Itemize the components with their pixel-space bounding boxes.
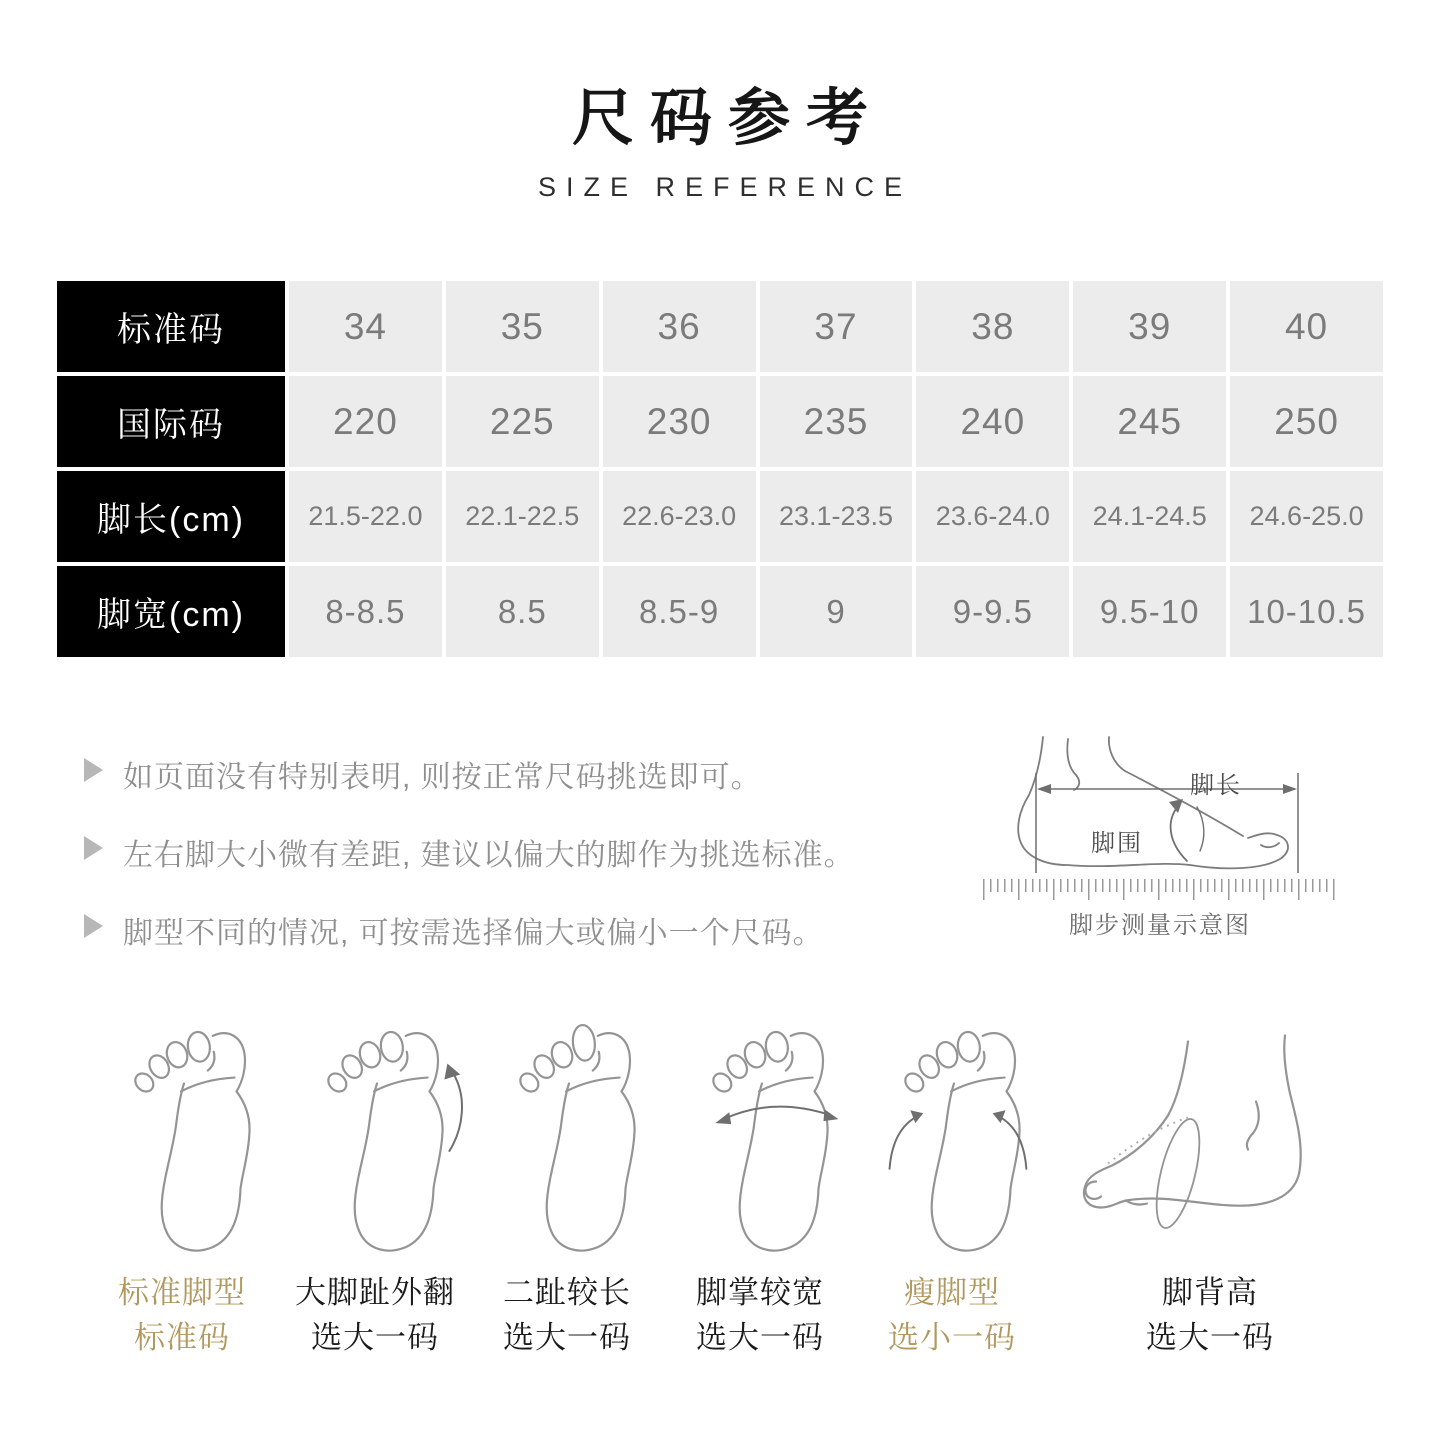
size-table-cell: 8.5	[446, 566, 599, 657]
size-table-cell: 36	[603, 281, 756, 372]
foot-side-high-instep-icon	[1060, 1022, 1360, 1260]
foot-type-name: 脚背高	[1162, 1275, 1258, 1310]
size-table-cell: 230	[603, 376, 756, 467]
size-table-cell: 24.1-24.5	[1073, 471, 1226, 562]
foot-type-advice: 选小一码	[888, 1320, 1016, 1355]
foot-measure-diagram	[975, 733, 1345, 943]
foot-sole-standard-icon	[95, 1022, 270, 1260]
size-table-row-header: 脚宽(cm)	[57, 566, 285, 657]
foot-type-item-standard	[92, 1022, 272, 1360]
foot-type-name: 脚掌较宽	[696, 1275, 824, 1310]
size-table-cell: 22.1-22.5	[446, 471, 599, 562]
foot-girth-label: 脚围	[1091, 830, 1143, 857]
size-table-row-header: 国际码	[57, 376, 285, 467]
size-table-cell: 40	[1230, 281, 1383, 372]
foot-type-advice: 选大一码	[311, 1320, 439, 1355]
size-table-cell: 24.6-25.0	[1230, 471, 1383, 562]
foot-type-label	[477, 1270, 657, 1360]
foot-type-label	[1060, 1270, 1360, 1360]
size-table-cell: 10-10.5	[1230, 566, 1383, 657]
notes-list	[84, 752, 855, 986]
triangle-bullet-icon	[84, 758, 103, 782]
foot-type-label	[862, 1270, 1042, 1360]
size-table-cell: 250	[1230, 376, 1383, 467]
foot-type-item-narrow	[862, 1022, 1042, 1360]
size-table-cell: 21.5-22.0	[289, 471, 442, 562]
note-text: 如页面没有特别表明, 则按正常尺码挑选即可。	[123, 761, 762, 794]
size-table-cell: 34	[289, 281, 442, 372]
size-table-cell: 8-8.5	[289, 566, 442, 657]
size-table	[57, 281, 1383, 657]
size-table-cell: 37	[760, 281, 913, 372]
size-table-cell: 235	[760, 376, 913, 467]
foot-type-name: 大脚趾外翻	[295, 1275, 455, 1310]
foot-type-advice: 选大一码	[503, 1320, 631, 1355]
foot-length-extent-arrows	[1036, 773, 1298, 873]
size-table-cell: 23.6-24.0	[916, 471, 1069, 562]
note-item	[84, 752, 855, 796]
size-table-cell: 9.5-10	[1073, 566, 1226, 657]
foot-girth-arrow	[1169, 799, 1204, 861]
size-table-cell: 8.5-9	[603, 566, 756, 657]
size-table-row-header: 脚长(cm)	[57, 471, 285, 562]
size-table-cell: 9-9.5	[916, 566, 1069, 657]
foot-sole-bunion-icon	[288, 1022, 463, 1260]
size-table-row-header: 标准码	[57, 281, 285, 372]
foot-type-name: 标准脚型	[118, 1275, 246, 1310]
foot-type-item-wide	[670, 1022, 850, 1360]
ruler-icon	[983, 879, 1335, 900]
foot-type-advice: 选大一码	[1146, 1320, 1274, 1355]
foot-type-label	[670, 1270, 850, 1360]
foot-type-advice: 选大一码	[696, 1320, 824, 1355]
foot-sole-narrow-icon	[865, 1022, 1040, 1260]
size-table-cell: 220	[289, 376, 442, 467]
note-text: 左右脚大小微有差距, 建议以偏大的脚作为挑选标准。	[123, 839, 855, 872]
foot-type-name: 瘦脚型	[904, 1275, 1000, 1310]
size-table-cell: 9	[760, 566, 913, 657]
size-table-cell: 245	[1073, 376, 1226, 467]
note-item	[84, 908, 855, 952]
triangle-bullet-icon	[84, 836, 103, 860]
foot-type-item-long-second-toe	[477, 1022, 657, 1360]
size-table-cell: 35	[446, 281, 599, 372]
foot-type-label	[285, 1270, 465, 1360]
foot-sole-long-toe-icon	[480, 1022, 655, 1260]
foot-type-item-bunion	[285, 1022, 465, 1360]
foot-sole-wide-icon	[673, 1022, 848, 1260]
note-item	[84, 830, 855, 874]
page-subtitle: SIZE REFERENCE	[537, 172, 913, 202]
triangle-bullet-icon	[84, 914, 103, 938]
size-table-cell: 38	[916, 281, 1069, 372]
note-text: 脚型不同的情况, 可按需选择偏大或偏小一个尺码。	[123, 917, 824, 950]
size-table-cell: 240	[916, 376, 1069, 467]
measure-foot-side-illustration	[975, 733, 1345, 883]
foot-type-advice: 标准码	[134, 1320, 230, 1355]
size-table-cell: 225	[446, 376, 599, 467]
foot-length-label: 脚长	[1190, 772, 1242, 799]
size-table-cell: 22.6-23.0	[603, 471, 756, 562]
page-title: 尺码参考	[571, 84, 884, 153]
size-table-cell: 39	[1073, 281, 1226, 372]
foot-type-item-high-instep	[1060, 1022, 1360, 1360]
size-table-cell: 23.1-23.5	[760, 471, 913, 562]
foot-type-name: 二趾较长	[503, 1275, 631, 1310]
measure-caption: 脚步测量示意图	[1069, 912, 1251, 939]
foot-type-label	[92, 1270, 272, 1360]
